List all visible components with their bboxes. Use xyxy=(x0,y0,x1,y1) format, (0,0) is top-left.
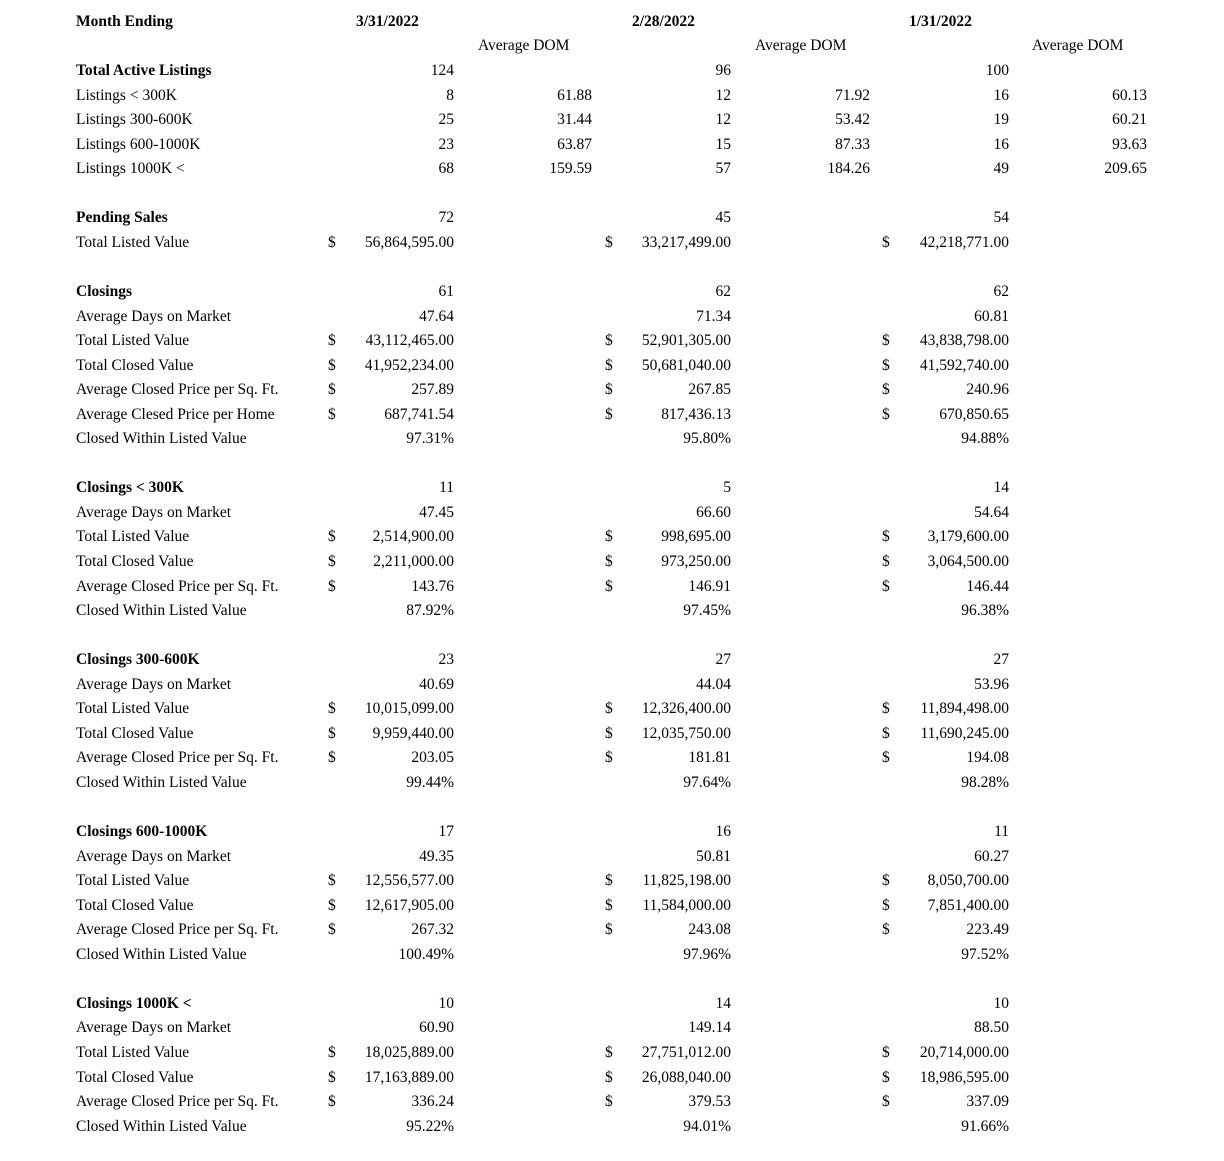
section-count: 100 xyxy=(985,62,1009,79)
row-value: 2,211,000.00 xyxy=(373,553,454,570)
average-dom-value: 93.63 xyxy=(1112,135,1147,153)
row-value: 49.35 xyxy=(419,847,454,865)
row-label: Total Closed Value xyxy=(76,896,194,914)
currency-symbol: $ xyxy=(882,1093,890,1111)
currency-symbol: $ xyxy=(605,896,613,914)
row-label: Closed Within Listed Value xyxy=(76,602,247,620)
row-value: 57 xyxy=(715,160,731,178)
currency-symbol: $ xyxy=(882,577,890,595)
row-value: 8,050,700.00 xyxy=(927,872,1009,890)
row-label: Total Listed Value xyxy=(76,700,190,718)
average-dom-value: 31.44 xyxy=(557,111,592,129)
row-value: 243.08 xyxy=(688,921,731,939)
row-value: 223.49 xyxy=(966,921,1009,939)
row-value: 240.96 xyxy=(966,381,1009,399)
row-label: Average Days on Market xyxy=(76,503,232,521)
currency-symbol: $ xyxy=(882,724,890,742)
section-title: Closings xyxy=(76,282,132,300)
row-value: 146.44 xyxy=(966,577,1009,595)
row-value: 95.80% xyxy=(683,430,731,448)
row-value: 20,714,000.00 xyxy=(919,1044,1009,1061)
row-value: 12,556,577.00 xyxy=(364,872,454,890)
currency-symbol: $ xyxy=(882,381,890,399)
row-label: Listings 1000K < xyxy=(76,160,185,178)
row-label: Closed Within Listed Value xyxy=(76,945,247,963)
row-value: 998,695.00 xyxy=(661,528,731,546)
row-label: Listings 600-1000K xyxy=(76,135,201,153)
row-value: 12,326,400.00 xyxy=(641,700,731,718)
row-value: 100.49% xyxy=(398,945,454,963)
row-label: Average Days on Market xyxy=(76,1019,232,1037)
row-label: Total Closed Value xyxy=(76,724,194,742)
currency-symbol: $ xyxy=(605,700,613,718)
row-value: 3,179,600.00 xyxy=(927,528,1009,546)
month-ending-label: Month Ending xyxy=(76,13,173,30)
currency-symbol: $ xyxy=(882,749,890,767)
section-count: 10 xyxy=(993,994,1009,1012)
column-header-2: 2/28/2022 xyxy=(632,13,695,30)
row-label: Average Closed Price per Sq. Ft. xyxy=(76,577,279,595)
currency-symbol: $ xyxy=(605,872,613,890)
section-count: 62 xyxy=(715,282,731,300)
average-dom-value: 87.33 xyxy=(835,135,870,153)
row-label: Total Listed Value xyxy=(76,872,190,890)
section-count: 10 xyxy=(438,994,454,1012)
row-label: Average Days on Market xyxy=(76,675,232,693)
row-value: 16 xyxy=(993,135,1009,153)
currency-symbol: $ xyxy=(328,700,336,718)
row-value: 973,250.00 xyxy=(661,553,731,570)
row-value: 97.96% xyxy=(683,945,731,963)
currency-symbol: $ xyxy=(328,577,336,595)
section-count: 27 xyxy=(993,651,1009,669)
average-dom-header-3: Average DOM xyxy=(1032,37,1124,54)
row-value: 11,894,498.00 xyxy=(920,700,1009,718)
average-dom-value: 61.88 xyxy=(557,86,592,104)
section-title: Closings 300-600K xyxy=(76,651,200,669)
row-value: 97.52% xyxy=(961,945,1009,963)
row-value: 91.66% xyxy=(961,1117,1009,1135)
row-value: 66.60 xyxy=(696,503,731,521)
row-value: 23 xyxy=(438,135,454,153)
section-count: 54 xyxy=(993,209,1009,227)
currency-symbol: $ xyxy=(605,749,613,767)
row-value: 33,217,499.00 xyxy=(641,233,731,251)
row-label: Closed Within Listed Value xyxy=(76,430,247,448)
row-value: 27,751,012.00 xyxy=(641,1044,731,1061)
row-value: 68 xyxy=(438,160,454,178)
column-header-3: 1/31/2022 xyxy=(909,13,972,30)
section-count: 96 xyxy=(715,62,731,79)
row-value: 87.92% xyxy=(406,602,454,620)
row-value: 146.91 xyxy=(688,577,731,595)
row-value: 26,088,040.00 xyxy=(641,1068,731,1086)
row-value: 817,436.13 xyxy=(661,405,731,423)
currency-symbol: $ xyxy=(328,1068,336,1086)
row-value: 17,163,889.00 xyxy=(364,1068,454,1086)
currency-symbol: $ xyxy=(882,332,890,350)
currency-symbol: $ xyxy=(882,528,890,546)
currency-symbol: $ xyxy=(605,1093,613,1111)
row-value: 7,851,400.00 xyxy=(927,896,1009,914)
section-count: 124 xyxy=(430,62,454,79)
row-value: 11,690,245.00 xyxy=(920,724,1009,742)
section-count: 11 xyxy=(439,479,454,497)
row-value: 44.04 xyxy=(696,675,731,693)
row-value: 25 xyxy=(438,111,454,129)
row-label: Average Clesed Price per Home xyxy=(76,405,275,423)
currency-symbol: $ xyxy=(882,233,890,251)
row-value: 94.88% xyxy=(961,430,1009,448)
row-value: 40.69 xyxy=(419,675,454,693)
row-value: 19 xyxy=(993,111,1009,129)
currency-symbol: $ xyxy=(882,896,890,914)
row-value: 203.05 xyxy=(411,749,454,767)
average-dom-value: 60.13 xyxy=(1112,86,1147,104)
row-value: 60.90 xyxy=(419,1019,454,1037)
row-value: 143.76 xyxy=(411,577,454,595)
currency-symbol: $ xyxy=(882,405,890,423)
currency-symbol: $ xyxy=(605,1068,613,1086)
currency-symbol: $ xyxy=(328,356,336,374)
currency-symbol: $ xyxy=(605,921,613,939)
currency-symbol: $ xyxy=(882,553,890,570)
row-value: 8 xyxy=(446,86,454,104)
section-count: 62 xyxy=(993,282,1009,300)
average-dom-value: 63.87 xyxy=(557,135,592,153)
section-title: Total Active Listings xyxy=(76,62,212,79)
row-value: 3,064,500.00 xyxy=(927,553,1009,570)
row-value: 94.01% xyxy=(683,1117,731,1135)
section-count: 72 xyxy=(438,209,454,227)
currency-symbol: $ xyxy=(605,356,613,374)
currency-symbol: $ xyxy=(882,921,890,939)
row-value: 60.81 xyxy=(974,307,1009,325)
section-count: 27 xyxy=(715,651,731,669)
row-value: 50.81 xyxy=(696,847,731,865)
row-value: 12 xyxy=(715,111,731,129)
row-value: 11,825,198.00 xyxy=(642,872,731,890)
section-title: Closings < 300K xyxy=(76,479,184,497)
currency-symbol: $ xyxy=(882,1068,890,1086)
row-value: 97.45% xyxy=(683,602,731,620)
row-value: 16 xyxy=(993,86,1009,104)
row-value: 97.31% xyxy=(406,430,454,448)
row-label: Total Listed Value xyxy=(76,1044,190,1061)
row-value: 96.38% xyxy=(961,602,1009,620)
average-dom-header-1: Average DOM xyxy=(478,37,570,54)
row-label: Total Closed Value xyxy=(76,1068,194,1086)
currency-symbol: $ xyxy=(605,381,613,399)
row-value: 670,850.65 xyxy=(939,405,1009,423)
currency-symbol: $ xyxy=(328,921,336,939)
currency-symbol: $ xyxy=(328,528,336,546)
row-value: 47.64 xyxy=(419,307,454,325)
row-label: Average Days on Market xyxy=(76,847,232,865)
average-dom-value: 184.26 xyxy=(827,160,870,178)
row-label: Average Closed Price per Sq. Ft. xyxy=(76,381,279,399)
average-dom-header-2: Average DOM xyxy=(755,37,847,54)
row-value: 42,218,771.00 xyxy=(919,233,1009,251)
currency-symbol: $ xyxy=(882,700,890,718)
row-value: 49 xyxy=(993,160,1009,178)
row-value: 181.81 xyxy=(688,749,731,767)
row-label: Total Closed Value xyxy=(76,356,194,374)
row-label: Total Closed Value xyxy=(76,553,194,570)
row-value: 12,617,905.00 xyxy=(364,896,454,914)
currency-symbol: $ xyxy=(605,233,613,251)
row-value: 194.08 xyxy=(966,749,1009,767)
currency-symbol: $ xyxy=(328,724,336,742)
section-count: 61 xyxy=(438,282,454,300)
section-title: Pending Sales xyxy=(76,209,168,227)
row-value: 99.44% xyxy=(406,773,454,791)
currency-symbol: $ xyxy=(328,1093,336,1111)
average-dom-value: 209.65 xyxy=(1104,160,1147,178)
currency-symbol: $ xyxy=(882,356,890,374)
currency-symbol: $ xyxy=(328,553,336,570)
section-title: Closings 1000K < xyxy=(76,994,192,1012)
row-value: 54.64 xyxy=(974,503,1009,521)
row-value: 12 xyxy=(715,86,731,104)
row-value: 53.96 xyxy=(974,675,1009,693)
row-value: 47.45 xyxy=(419,503,454,521)
row-value: 257.89 xyxy=(411,381,454,399)
row-label: Average Closed Price per Sq. Ft. xyxy=(76,749,279,767)
row-value: 43,112,465.00 xyxy=(365,332,454,350)
row-value: 9,959,440.00 xyxy=(372,724,454,742)
row-value: 11,584,000.00 xyxy=(642,896,731,914)
section-title: Closings 600-1000K xyxy=(76,823,208,841)
row-value: 687,741.54 xyxy=(384,405,454,423)
row-value: 98.28% xyxy=(961,773,1009,791)
row-label: Average Closed Price per Sq. Ft. xyxy=(76,1093,279,1111)
currency-symbol: $ xyxy=(605,332,613,350)
row-label: Total Listed Value xyxy=(76,233,190,251)
section-count: 14 xyxy=(715,994,731,1012)
row-value: 41,952,234.00 xyxy=(364,356,454,374)
average-dom-value: 71.92 xyxy=(835,86,870,104)
currency-symbol: $ xyxy=(882,872,890,890)
currency-symbol: $ xyxy=(328,233,336,251)
average-dom-value: 53.42 xyxy=(835,111,870,129)
section-count: 11 xyxy=(994,823,1009,841)
column-header-1: 3/31/2022 xyxy=(356,13,419,30)
row-label: Closed Within Listed Value xyxy=(76,773,247,791)
row-value: 95.22% xyxy=(406,1117,454,1135)
row-value: 149.14 xyxy=(688,1019,731,1037)
row-value: 71.34 xyxy=(696,307,731,325)
row-value: 50,681,040.00 xyxy=(641,356,731,374)
row-value: 43,838,798.00 xyxy=(919,332,1009,350)
currency-symbol: $ xyxy=(328,405,336,423)
row-value: 41,592,740.00 xyxy=(919,356,1009,374)
row-value: 15 xyxy=(715,135,731,153)
row-label: Average Closed Price per Sq. Ft. xyxy=(76,921,279,939)
row-value: 336.24 xyxy=(411,1093,454,1111)
row-value: 97.64% xyxy=(683,773,731,791)
row-value: 60.27 xyxy=(974,847,1009,865)
row-value: 267.32 xyxy=(411,921,454,939)
row-label: Listings < 300K xyxy=(76,86,177,104)
average-dom-value: 60.21 xyxy=(1112,111,1147,129)
currency-symbol: $ xyxy=(328,332,336,350)
row-value: 379.53 xyxy=(688,1093,731,1111)
row-label: Closed Within Listed Value xyxy=(76,1117,247,1135)
currency-symbol: $ xyxy=(605,724,613,742)
average-dom-value: 159.59 xyxy=(549,160,592,178)
row-value: 10,015,099.00 xyxy=(364,700,454,718)
currency-symbol: $ xyxy=(328,381,336,399)
section-count: 45 xyxy=(715,209,731,227)
currency-symbol: $ xyxy=(328,1044,336,1061)
row-value: 18,986,595.00 xyxy=(919,1068,1009,1086)
section-count: 17 xyxy=(438,823,454,841)
currency-symbol: $ xyxy=(328,872,336,890)
currency-symbol: $ xyxy=(605,528,613,546)
currency-symbol: $ xyxy=(605,577,613,595)
row-value: 18,025,889.00 xyxy=(364,1044,454,1061)
row-label: Listings 300-600K xyxy=(76,111,193,129)
currency-symbol: $ xyxy=(605,553,613,570)
section-count: 16 xyxy=(715,823,731,841)
currency-symbol: $ xyxy=(328,749,336,767)
currency-symbol: $ xyxy=(328,896,336,914)
row-value: 88.50 xyxy=(974,1019,1009,1037)
section-count: 14 xyxy=(993,479,1009,497)
row-label: Total Listed Value xyxy=(76,528,190,546)
currency-symbol: $ xyxy=(882,1044,890,1061)
currency-symbol: $ xyxy=(605,1044,613,1061)
row-value: 2,514,900.00 xyxy=(372,528,454,546)
section-count: 23 xyxy=(438,651,454,669)
row-label: Average Days on Market xyxy=(76,307,232,325)
row-value: 337.09 xyxy=(966,1093,1009,1111)
section-count: 5 xyxy=(723,479,731,497)
row-value: 267.85 xyxy=(688,381,731,399)
row-label: Total Listed Value xyxy=(76,332,190,350)
row-value: 52,901,305.00 xyxy=(641,332,731,350)
row-value: 56,864,595.00 xyxy=(364,233,454,251)
row-value: 12,035,750.00 xyxy=(641,724,731,742)
currency-symbol: $ xyxy=(605,405,613,423)
